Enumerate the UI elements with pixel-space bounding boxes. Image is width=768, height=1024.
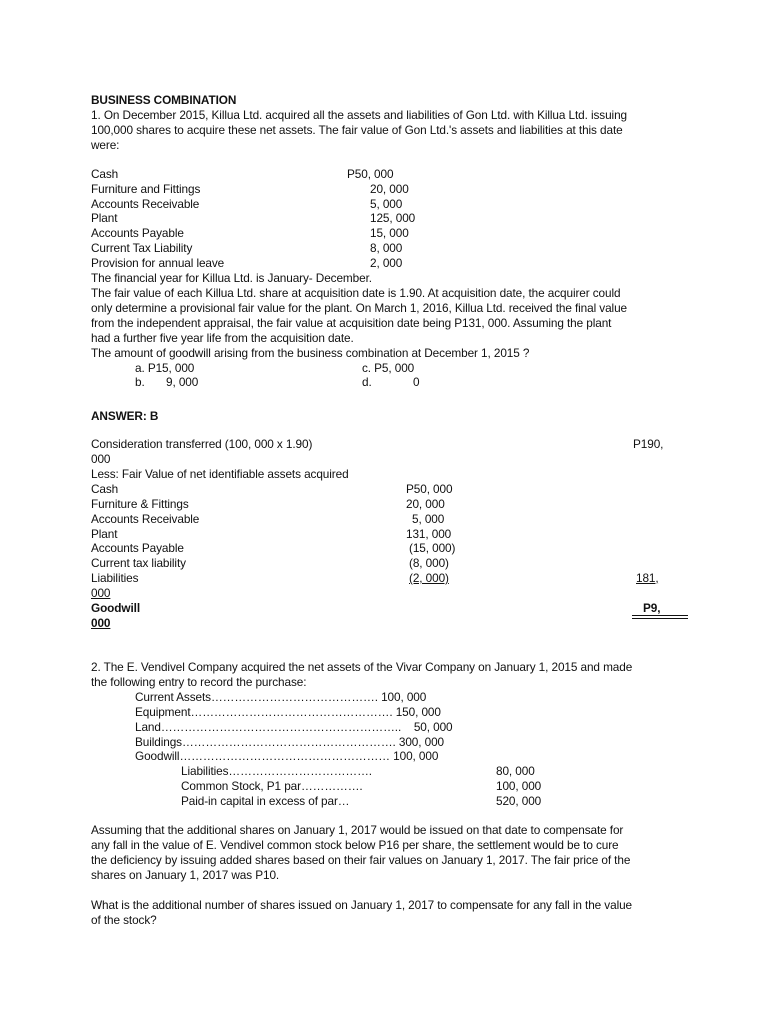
item-label: Accounts Receivable: [91, 197, 200, 211]
q2-assume-line: the deficiency by issuing added shares based on their fair values on January 1, 2017. The fair price of the: [91, 853, 631, 867]
journal-credit-label: Paid-in capital in excess of par…: [181, 794, 350, 808]
item-value: 2, 000: [370, 256, 403, 270]
answer-label: ANSWER: B: [91, 409, 159, 423]
item-label: Cash: [91, 167, 119, 181]
item-label: Provision for annual leave: [91, 256, 225, 270]
solution-row-value: 20, 000: [406, 497, 445, 511]
journal-debit-line: Buildings………………………………………………. 300, 000: [135, 735, 444, 749]
solution-row-value: (8, 000): [409, 556, 449, 570]
q1-body-line: The fair value of each Killua Ltd. share at acquisition date is 1.90. At acquisition date, the acquirer could: [91, 286, 621, 300]
solution-row-value: P50, 000: [406, 482, 453, 496]
choice-b-letter: b.: [135, 375, 145, 389]
q2-question-line: What is the additional number of shares issued on January 1, 2017 to compensate for any fall in the value: [91, 898, 633, 912]
journal-debit-line: Goodwill……………………………………………… 100, 000: [135, 749, 439, 763]
solution-row-value: 5, 000: [412, 512, 445, 526]
journal-debit-line: Land…………………………………………………….. 50, 000: [135, 720, 453, 734]
q1-intro-line: 1. On December 2015, Killua Ltd. acquired all the assets and liabilities of Gon Ltd. with Killua Ltd. issuing: [91, 108, 627, 122]
item-label: Plant: [91, 211, 118, 225]
goodwill-value: P9,: [643, 601, 661, 615]
item-label: Accounts Payable: [91, 226, 184, 240]
item-value: 5, 000: [370, 197, 403, 211]
heading: BUSINESS COMBINATION: [91, 93, 237, 107]
journal-debit-line: Current Assets……………………………………. 100, 000: [135, 690, 427, 704]
item-label: Furniture and Fittings: [91, 182, 201, 196]
q2-assume-line: Assuming that the additional shares on January 1, 2017 would be issued on that date to compensate for: [91, 823, 624, 837]
liabilities-label: Liabilities: [91, 571, 139, 585]
item-value: 8, 000: [370, 241, 403, 255]
solution-row-label: Accounts Receivable: [91, 512, 200, 526]
total-value: 181,: [636, 571, 659, 585]
q1-body-line: only determine a provisional fair value for the plant. On March 1, 2016, Killua Ltd. received the final value: [91, 301, 627, 315]
consideration-label: Consideration transferred (100, 000 x 1.90): [91, 437, 313, 451]
journal-debit-line: Equipment……………………………………………. 150, 000: [135, 705, 441, 719]
item-value: 20, 000: [370, 182, 409, 196]
liabilities-value: (2, 000): [409, 571, 449, 585]
solution-row-label: Current tax liability: [91, 556, 186, 570]
goodwill-double-underline: [632, 615, 688, 616]
q1-body-line: from the independent appraisal, the fair value at acquisition date being P131, 000. Assuming the plant: [91, 316, 612, 330]
q2-intro-line: 2. The E. Vendivel Company acquired the net assets of the Vivar Company on January 1, 2015 and made: [91, 660, 633, 674]
less-label: Less: Fair Value of net identifiable assets acquired: [91, 467, 349, 481]
solution-row-label: Furniture & Fittings: [91, 497, 189, 511]
item-value: P50, 000: [347, 167, 394, 181]
solution-row-value: (15, 000): [409, 541, 456, 555]
q2-assume-line: any fall in the value of E. Vendivel common stock below P16 per share, the settlement would be to cure: [91, 838, 619, 852]
item-value: 125, 000: [370, 211, 416, 225]
q2-question-line: of the stock?: [91, 913, 157, 927]
item-label: Current Tax Liability: [91, 241, 193, 255]
q2-assume-line: shares on January 1, 2017 was P10.: [91, 868, 280, 882]
goodwill-label: Goodwill: [91, 601, 141, 615]
q1-body-line: The amount of goodwill arising from the business combination at December 1, 2015 ?: [91, 346, 530, 360]
q1-body-line: The financial year for Killua Ltd. is January- December.: [91, 271, 372, 285]
solution-row-label: Plant: [91, 527, 118, 541]
journal-credit-label: Common Stock, P1 par…………….: [181, 779, 363, 793]
choice-c: c. P5, 000: [362, 361, 415, 375]
consideration-cont: 000: [91, 452, 111, 466]
choice-d-value: 0: [413, 375, 420, 389]
item-value: 15, 000: [370, 226, 409, 240]
total-cont: 000: [91, 586, 111, 600]
goodwill-cont: 000: [91, 616, 111, 630]
journal-credit-value: 80, 000: [496, 764, 535, 778]
q2-intro-line: the following entry to record the purchase:: [91, 675, 307, 689]
choice-d-letter: d.: [362, 375, 372, 389]
solution-row-value: 131, 000: [406, 527, 452, 541]
journal-credit-value: 100, 000: [496, 779, 542, 793]
consideration-value: P190,: [633, 437, 664, 451]
q1-intro-line: were:: [91, 138, 120, 152]
solution-row-label: Accounts Payable: [91, 541, 184, 555]
journal-credit-value: 520, 000: [496, 794, 542, 808]
q1-intro-line: 100,000 shares to acquire these net assets. The fair value of Gon Ltd.'s assets and liabilities at this date: [91, 123, 623, 137]
choice-a: a. P15, 000: [135, 361, 195, 375]
journal-credit-label: Liabilities……………………………….: [181, 764, 372, 778]
goodwill-double-underline: [632, 618, 688, 619]
choice-b-value: 9, 000: [166, 375, 199, 389]
q1-body-line: had a further five year life from the acquisition date.: [91, 331, 354, 345]
solution-row-label: Cash: [91, 482, 119, 496]
